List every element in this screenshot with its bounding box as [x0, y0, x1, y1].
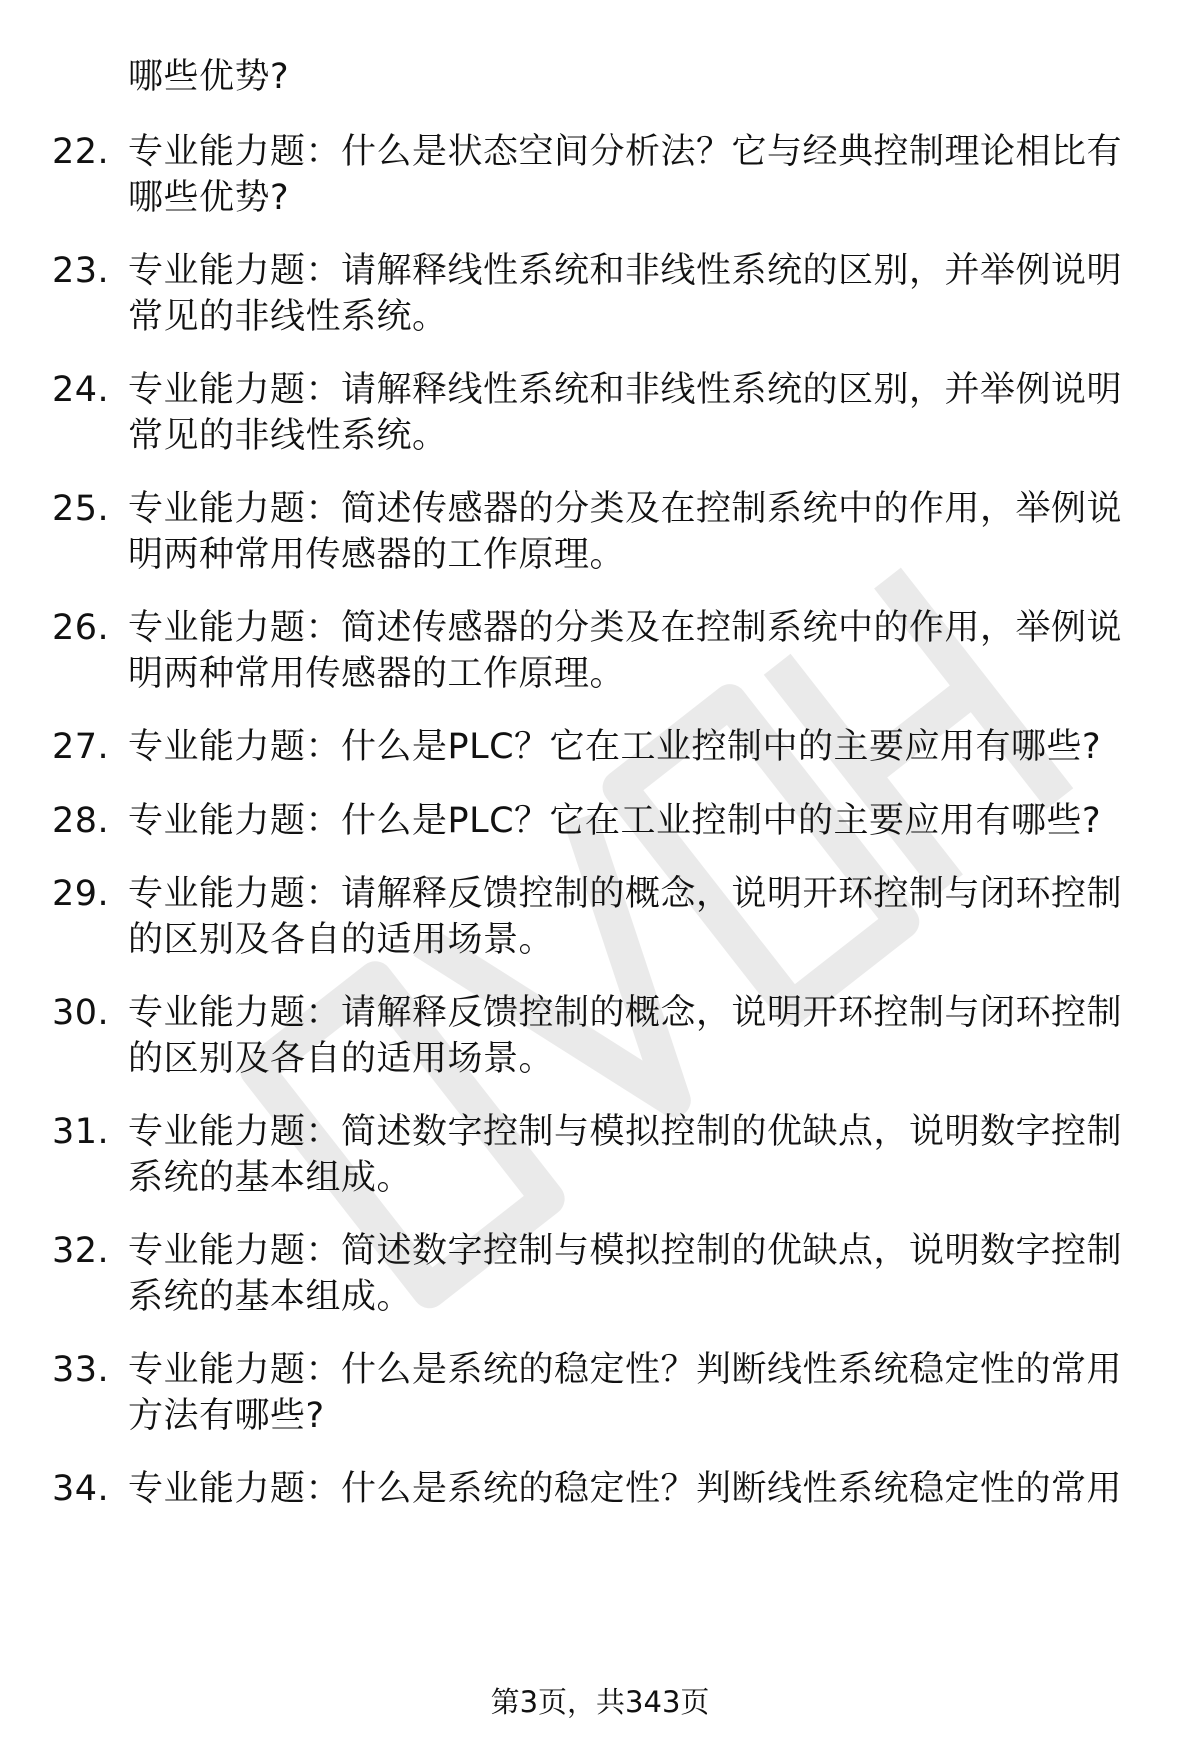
question-33-line-2: 方法有哪些?	[128, 1396, 325, 1436]
question-22-line-1: 专业能力题：什么是状态空间分析法？它与经典控制理论相比有	[128, 132, 1123, 172]
question-25-number: 25.	[52, 489, 110, 529]
question-26-number: 26.	[52, 608, 110, 648]
question-25-line-1: 专业能力题：简述传感器的分类及在控制系统中的作用，举例说	[128, 489, 1123, 529]
question-27-number: 27.	[52, 727, 110, 767]
question-23-number: 23.	[52, 251, 110, 291]
question-21-line-2: 哪些优势?	[128, 57, 290, 97]
question-22-line-2: 哪些优势?	[128, 178, 290, 218]
question-32-line-2: 系统的基本组成。	[128, 1277, 413, 1317]
question-27-line-1: 专业能力题：什么是PLC？它在工业控制中的主要应用有哪些?	[128, 727, 1102, 767]
question-28-line-1: 专业能力题：什么是PLC？它在工业控制中的主要应用有哪些?	[128, 801, 1102, 841]
question-26-line-2: 明两种常用传感器的工作原理。	[128, 654, 626, 694]
question-34-number: 34.	[52, 1469, 110, 1509]
question-24-number: 24.	[52, 370, 110, 410]
question-22-number: 22.	[52, 132, 110, 172]
question-28-number: 28.	[52, 801, 110, 841]
question-29-line-2: 的区别及各自的适用场景。	[128, 920, 555, 960]
question-23-line-1: 专业能力题：请解释线性系统和非线性系统的区别，并举例说明	[128, 251, 1123, 291]
question-34-line-1: 专业能力题：什么是系统的稳定性？判断线性系统稳定性的常用	[128, 1469, 1123, 1509]
question-23-line-2: 常见的非线性系统。	[128, 297, 448, 337]
question-31-line-2: 系统的基本组成。	[128, 1158, 413, 1198]
question-30-line-1: 专业能力题：请解释反馈控制的概念，说明开环控制与闭环控制	[128, 993, 1123, 1033]
question-30-number: 30.	[52, 993, 110, 1033]
question-25-line-2: 明两种常用传感器的工作原理。	[128, 535, 626, 575]
question-24-line-2: 常见的非线性系统。	[128, 416, 448, 456]
question-26-line-1: 专业能力题：简述传感器的分类及在控制系统中的作用，举例说	[128, 608, 1123, 648]
question-33-number: 33.	[52, 1350, 110, 1390]
question-33-line-1: 专业能力题：什么是系统的稳定性？判断线性系统稳定性的常用	[128, 1350, 1123, 1390]
question-29-number: 29.	[52, 874, 110, 914]
question-24-line-1: 专业能力题：请解释线性系统和非线性系统的区别，并举例说明	[128, 370, 1123, 410]
question-30-line-2: 的区别及各自的适用场景。	[128, 1039, 555, 1079]
question-32-line-1: 专业能力题：简述数字控制与模拟控制的优缺点，说明数字控制	[128, 1231, 1123, 1271]
question-29-line-1: 专业能力题：请解释反馈控制的概念，说明开环控制与闭环控制	[128, 874, 1123, 914]
question-31-number: 31.	[52, 1112, 110, 1152]
question-31-line-1: 专业能力题：简述数字控制与模拟控制的优缺点，说明数字控制	[128, 1112, 1123, 1152]
question-32-number: 32.	[52, 1231, 110, 1271]
page-number-footer: 第3页，共343页	[490, 1685, 710, 1719]
